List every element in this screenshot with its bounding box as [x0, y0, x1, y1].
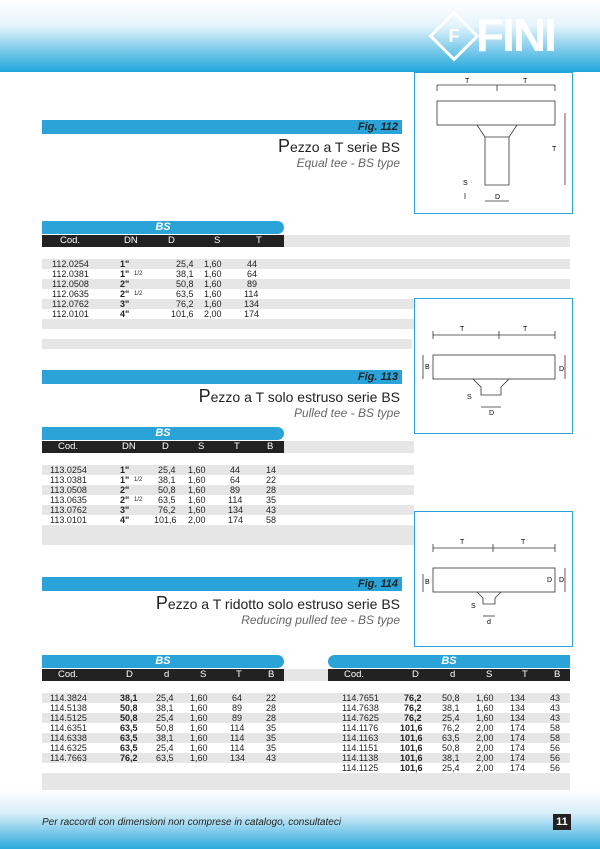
col-b: B: [267, 441, 274, 452]
cell-cod: 114.1176: [342, 723, 379, 733]
fig-112-table-header: [42, 235, 284, 247]
cell-t: 134: [510, 693, 526, 703]
cell-t: 134: [510, 713, 526, 723]
fig-112-subtitle: Equal tee - BS type: [296, 156, 400, 170]
cell-t: 174: [228, 515, 244, 525]
row-extension: [284, 235, 570, 247]
cell-s: 1,60: [190, 723, 208, 733]
dim-t-left: T: [460, 539, 465, 546]
cell-t: 174: [510, 723, 526, 733]
cell-cod: 114.5138: [50, 703, 87, 713]
cell-cod: 114.6338: [50, 733, 87, 743]
col-cod: Cod.: [58, 669, 79, 680]
row-extension: [42, 535, 414, 545]
dim-s: S: [463, 180, 468, 187]
table-row: [328, 733, 570, 743]
cell-dn: 2": [120, 289, 130, 299]
cell-b: 56: [550, 743, 561, 753]
cell-dn-fraction: 1/2: [134, 271, 143, 277]
cell-d-small: 25,4: [156, 693, 174, 703]
cell-b: 56: [550, 753, 561, 763]
dim-t-right: T: [523, 326, 528, 333]
cell-b: 35: [266, 495, 277, 505]
cell-b: 35: [266, 723, 277, 733]
cell-t: 114: [230, 733, 245, 743]
table-row: [42, 279, 284, 289]
dim-d-small: d: [487, 619, 491, 626]
dim-d-vertical: D: [559, 577, 565, 584]
cell-dn: 4": [120, 309, 130, 319]
cell-d: 101,6: [400, 723, 423, 733]
cell-d: 76,2: [404, 713, 422, 723]
cell-cod: 112.0254: [52, 259, 89, 269]
fig-113-title-cap: P: [198, 386, 211, 406]
cell-s: 1,60: [476, 693, 494, 703]
cell-s: 1,60: [190, 713, 208, 723]
cell-d-small: 38,1: [156, 703, 174, 713]
table-row: [42, 309, 284, 319]
dim-t-right: T: [521, 539, 526, 546]
cell-s: 1,60: [190, 693, 208, 703]
cell-dn: 3": [120, 505, 130, 515]
cell-cod: 114.5125: [50, 713, 87, 723]
cell-s: 1,60: [204, 259, 222, 269]
cell-s: 1,60: [204, 299, 222, 309]
cell-cod: 114.7663: [50, 753, 87, 763]
col-b: B: [554, 669, 561, 680]
pulled-tee-drawing: [415, 299, 572, 433]
fig-112-bs-label: BS: [42, 221, 284, 234]
col-t: T: [522, 669, 528, 680]
table-row: [42, 693, 284, 703]
col-s: S: [198, 441, 205, 452]
cell-d: 101,6: [400, 763, 423, 773]
cell-d: 38,1: [120, 693, 138, 703]
cell-d-small: 25,4: [156, 713, 174, 723]
dim-d-vertical-inner: D: [547, 577, 553, 584]
cell-b: 58: [550, 733, 561, 743]
cell-d: 101,6: [400, 733, 423, 743]
cell-t: 89: [232, 713, 243, 723]
col-d: D: [126, 669, 133, 680]
fig-114-bs-label-right: BS: [328, 655, 570, 668]
cell-t: 64: [232, 693, 243, 703]
cell-d: 50,8: [158, 485, 176, 495]
fig-112-diagram: [414, 72, 573, 214]
cell-t: 134: [230, 753, 246, 763]
cell-t: 174: [510, 733, 526, 743]
cell-s: 2,00: [476, 743, 494, 753]
row-extension: [42, 525, 414, 535]
cell-d: 101,6: [154, 515, 177, 525]
table-row: [42, 495, 284, 505]
cell-d-small: 50,8: [442, 743, 460, 753]
cell-s: 2,00: [476, 753, 494, 763]
row-extension: [284, 669, 328, 681]
cell-d-small: 25,4: [156, 743, 174, 753]
cell-b: 58: [550, 723, 561, 733]
col-cod: Cod.: [58, 441, 79, 452]
cell-s: 1,60: [190, 733, 208, 743]
cell-s: 1,60: [190, 703, 208, 713]
cell-cod: 112.0762: [52, 299, 89, 309]
col-d: D: [412, 669, 419, 680]
cell-cod: 114.7625: [342, 713, 379, 723]
cell-d: 50,8: [120, 713, 138, 723]
fig-114-title: [100, 593, 400, 614]
cell-cod: 113.0381: [50, 475, 87, 485]
table-row: [42, 485, 284, 495]
brand-logo: FINI: [476, 9, 555, 61]
cell-s: 1,60: [190, 753, 208, 763]
cell-d: 101,6: [400, 743, 423, 753]
col-t: T: [236, 669, 242, 680]
cell-d-small: 25,4: [442, 713, 460, 723]
cell-s: 1,60: [204, 279, 222, 289]
dim-d: D: [495, 194, 501, 201]
cell-d-small: 38,1: [442, 753, 460, 763]
cell-d: 63,5: [120, 733, 138, 743]
cell-dn: 4": [120, 515, 130, 525]
cell-d: 63,5: [120, 743, 138, 753]
cell-t: 174: [510, 753, 526, 763]
fig-112-title-cap: P: [278, 136, 291, 156]
cell-s: 1,60: [188, 505, 206, 515]
cell-cod: 114.3824: [50, 693, 87, 703]
cell-d-small: 38,1: [442, 703, 460, 713]
cell-t: 134: [228, 505, 244, 515]
cell-cod: 113.0101: [50, 515, 87, 525]
cell-dn-fraction: 1/2: [134, 497, 143, 503]
cell-s: 2,00: [476, 733, 494, 743]
cell-cod: 114.1125: [342, 763, 379, 773]
cell-b: 43: [266, 505, 277, 515]
cell-s: 1,60: [190, 743, 208, 753]
fig-114-title-rest: ezzo a T ridotto solo estruso serie BS: [167, 596, 400, 612]
table-row: [42, 743, 284, 753]
cell-b: 22: [266, 475, 277, 485]
table-row: [328, 753, 570, 763]
cell-cod: 114.7651: [342, 693, 379, 703]
cell-d: 76,2: [120, 753, 138, 763]
cell-b: 43: [550, 713, 561, 723]
cell-cod: 112.0381: [52, 269, 89, 279]
dim-t-vertical: T: [552, 146, 557, 153]
fig-113-subtitle: Pulled tee - BS type: [293, 406, 400, 420]
table-row: [328, 743, 570, 753]
col-b: B: [268, 669, 275, 680]
col-dn: DN: [122, 441, 136, 452]
cell-dn-fraction: 1/2: [134, 291, 143, 297]
footer-note: Per raccordi con dimensioni non comprese in catalogo, consultateci: [42, 817, 342, 828]
row-extension: [284, 441, 414, 453]
cell-b: 22: [266, 693, 277, 703]
cell-d-small: 50,8: [156, 723, 174, 733]
fig-113-label: Fig. 113: [357, 371, 398, 383]
cell-d: 38,1: [158, 475, 176, 485]
table-row: [42, 475, 284, 485]
cell-t: 174: [244, 309, 260, 319]
equal-tee-drawing: [415, 73, 572, 213]
table-row: [328, 693, 570, 703]
cell-d: 76,2: [158, 505, 176, 515]
fig-114-diagram: [414, 511, 573, 647]
cell-t: 174: [510, 763, 526, 773]
reducing-tee-drawing: [415, 512, 572, 646]
cell-t: 134: [244, 299, 260, 309]
dim-d-branch: D: [489, 410, 495, 417]
cell-t: 114: [230, 723, 245, 733]
col-t: T: [234, 441, 240, 452]
table-row: [328, 763, 570, 773]
cell-s: 1,60: [188, 495, 206, 505]
table-row: [42, 289, 284, 299]
dim-t-left: T: [465, 78, 470, 85]
cell-dn: 3": [120, 299, 130, 309]
col-s: S: [200, 669, 207, 680]
cell-s: 1,60: [204, 289, 222, 299]
cell-t: 174: [510, 743, 526, 753]
fig-113-bs-label: BS: [42, 427, 284, 440]
cell-cod: 113.0254: [50, 465, 87, 475]
cell-cod: 112.0508: [52, 279, 89, 289]
cell-dn-fraction: 1/2: [134, 477, 143, 483]
fig-113-diagram: [414, 298, 573, 434]
dim-d-vertical: D: [559, 366, 565, 373]
cell-dn: 1": [120, 475, 130, 485]
cell-dn: 1": [120, 259, 130, 269]
cell-d: 63,5: [158, 495, 176, 505]
cell-t: 89: [230, 485, 241, 495]
cell-dn: 2": [120, 485, 130, 495]
col-s: S: [214, 235, 221, 246]
page-number: 11: [553, 814, 571, 830]
row-extension: [42, 773, 570, 783]
cell-b: 43: [266, 753, 277, 763]
cell-d: 50,8: [176, 279, 194, 289]
cell-d-small: 63,5: [156, 753, 174, 763]
cell-cod: 114.6351: [50, 723, 87, 733]
cell-d: 101,6: [400, 753, 423, 763]
cell-s: 1,60: [204, 269, 222, 279]
cell-b: 35: [266, 743, 277, 753]
cell-cod: 113.0635: [50, 495, 87, 505]
col-dn: DN: [124, 235, 138, 246]
fig-113-table-header: [42, 441, 284, 453]
fig-114-bs-label-left: BS: [42, 655, 284, 668]
cell-cod: 114.1151: [342, 743, 379, 753]
fig-113-title: [120, 386, 400, 407]
table-row: [42, 703, 284, 713]
cell-d: 76,2: [404, 693, 422, 703]
cell-s: 1,60: [476, 703, 494, 713]
fig-114-subtitle: Reducing pulled tee - BS type: [241, 613, 400, 627]
cell-t: 64: [247, 269, 258, 279]
dim-s: S: [467, 394, 472, 401]
col-d: D: [162, 441, 169, 452]
cell-cod: 112.0101: [52, 309, 89, 319]
cell-d: 63,5: [176, 289, 194, 299]
cell-d: 38,1: [176, 269, 194, 279]
table-row: [42, 713, 284, 723]
cell-b: 35: [266, 733, 277, 743]
table-row: [328, 723, 570, 733]
cell-t: 89: [247, 279, 258, 289]
cell-t: 44: [247, 259, 258, 269]
fig-112-title-rest: ezzo a T serie BS: [290, 139, 400, 155]
dim-b: B: [425, 579, 430, 586]
cell-d: 76,2: [404, 703, 422, 713]
cell-d-small: 63,5: [442, 733, 460, 743]
cell-cod: 114.1163: [342, 733, 379, 743]
fig-112-label: Fig. 112: [357, 121, 398, 133]
table-row: [42, 753, 284, 763]
cell-t: 114: [244, 289, 259, 299]
table-row: [42, 733, 284, 743]
table-row: [42, 515, 284, 525]
dim-s: S: [471, 603, 476, 610]
cell-d-small: 76,2: [442, 723, 460, 733]
cell-d: 101,6: [171, 309, 194, 319]
cell-t: 114: [230, 743, 245, 753]
cell-t: 89: [232, 703, 243, 713]
fig-114-title-cap: P: [155, 593, 168, 613]
col-s: S: [486, 669, 493, 680]
table-row: [42, 269, 284, 279]
cell-t: 134: [510, 703, 526, 713]
cell-t: 114: [228, 495, 243, 505]
cell-s: 2,00: [188, 515, 206, 525]
cell-d-small: 25,4: [442, 763, 460, 773]
cell-cod: 114.1138: [342, 753, 379, 763]
cell-s: 2,00: [476, 763, 494, 773]
cell-b: 14: [266, 465, 277, 475]
table-row: [42, 259, 284, 269]
cell-d: 76,2: [176, 299, 194, 309]
col-d-small: d: [450, 669, 456, 680]
dim-b: B: [425, 364, 430, 371]
cell-s: 2,00: [476, 723, 494, 733]
cell-t: 44: [230, 465, 241, 475]
cell-dn: 2": [120, 495, 130, 505]
dim-t-left: T: [460, 326, 465, 333]
cell-b: 58: [266, 515, 277, 525]
cell-s: 1,60: [476, 713, 494, 723]
cell-cod: 113.0762: [50, 505, 87, 515]
cell-cod: 114.6325: [50, 743, 87, 753]
table-row: [328, 703, 570, 713]
cell-b: 28: [266, 703, 277, 713]
cell-dn: 1": [120, 465, 130, 475]
cell-d: 63,5: [120, 723, 138, 733]
cell-t: 64: [230, 475, 241, 485]
cell-cod: 112.0635: [52, 289, 89, 299]
cell-d-small: 50,8: [442, 693, 460, 703]
cell-b: 28: [266, 713, 277, 723]
cell-cod: 114.7638: [342, 703, 379, 713]
dim-t-right: T: [523, 78, 528, 85]
col-cod: Cod.: [60, 235, 81, 246]
table-row: [42, 465, 284, 475]
table-row: [42, 505, 284, 515]
cell-b: 28: [266, 485, 277, 495]
cell-b: 43: [550, 703, 561, 713]
logo-letter: F: [448, 26, 460, 46]
fig-114-table-header-right: [328, 669, 570, 681]
cell-s: 1,60: [188, 465, 206, 475]
cell-s: 1,60: [188, 475, 206, 485]
fig-114-table-header-left: [42, 669, 284, 681]
cell-s: 2,00: [204, 309, 222, 319]
cell-dn: 1": [120, 269, 130, 279]
table-row: [42, 723, 284, 733]
cell-cod: 113.0508: [50, 485, 87, 495]
col-d-small: d: [164, 669, 170, 680]
col-t: T: [256, 235, 262, 246]
cell-b: 56: [550, 763, 561, 773]
cell-d: 25,4: [158, 465, 176, 475]
col-cod: Cod.: [344, 669, 365, 680]
cell-s: 1,60: [188, 485, 206, 495]
cell-d-small: 38,1: [156, 733, 174, 743]
cell-d: 50,8: [120, 703, 138, 713]
fig-112-title: [150, 136, 400, 157]
table-row: [328, 713, 570, 723]
cell-b: 43: [550, 693, 561, 703]
fig-114-label: Fig. 114: [357, 578, 398, 590]
table-row: [42, 299, 284, 309]
fig-113-title-rest: ezzo a T solo estruso serie BS: [210, 389, 400, 405]
cell-dn: 2": [120, 279, 130, 289]
row-extension: [42, 339, 412, 349]
col-d: D: [168, 235, 175, 246]
cell-d: 25,4: [176, 259, 194, 269]
